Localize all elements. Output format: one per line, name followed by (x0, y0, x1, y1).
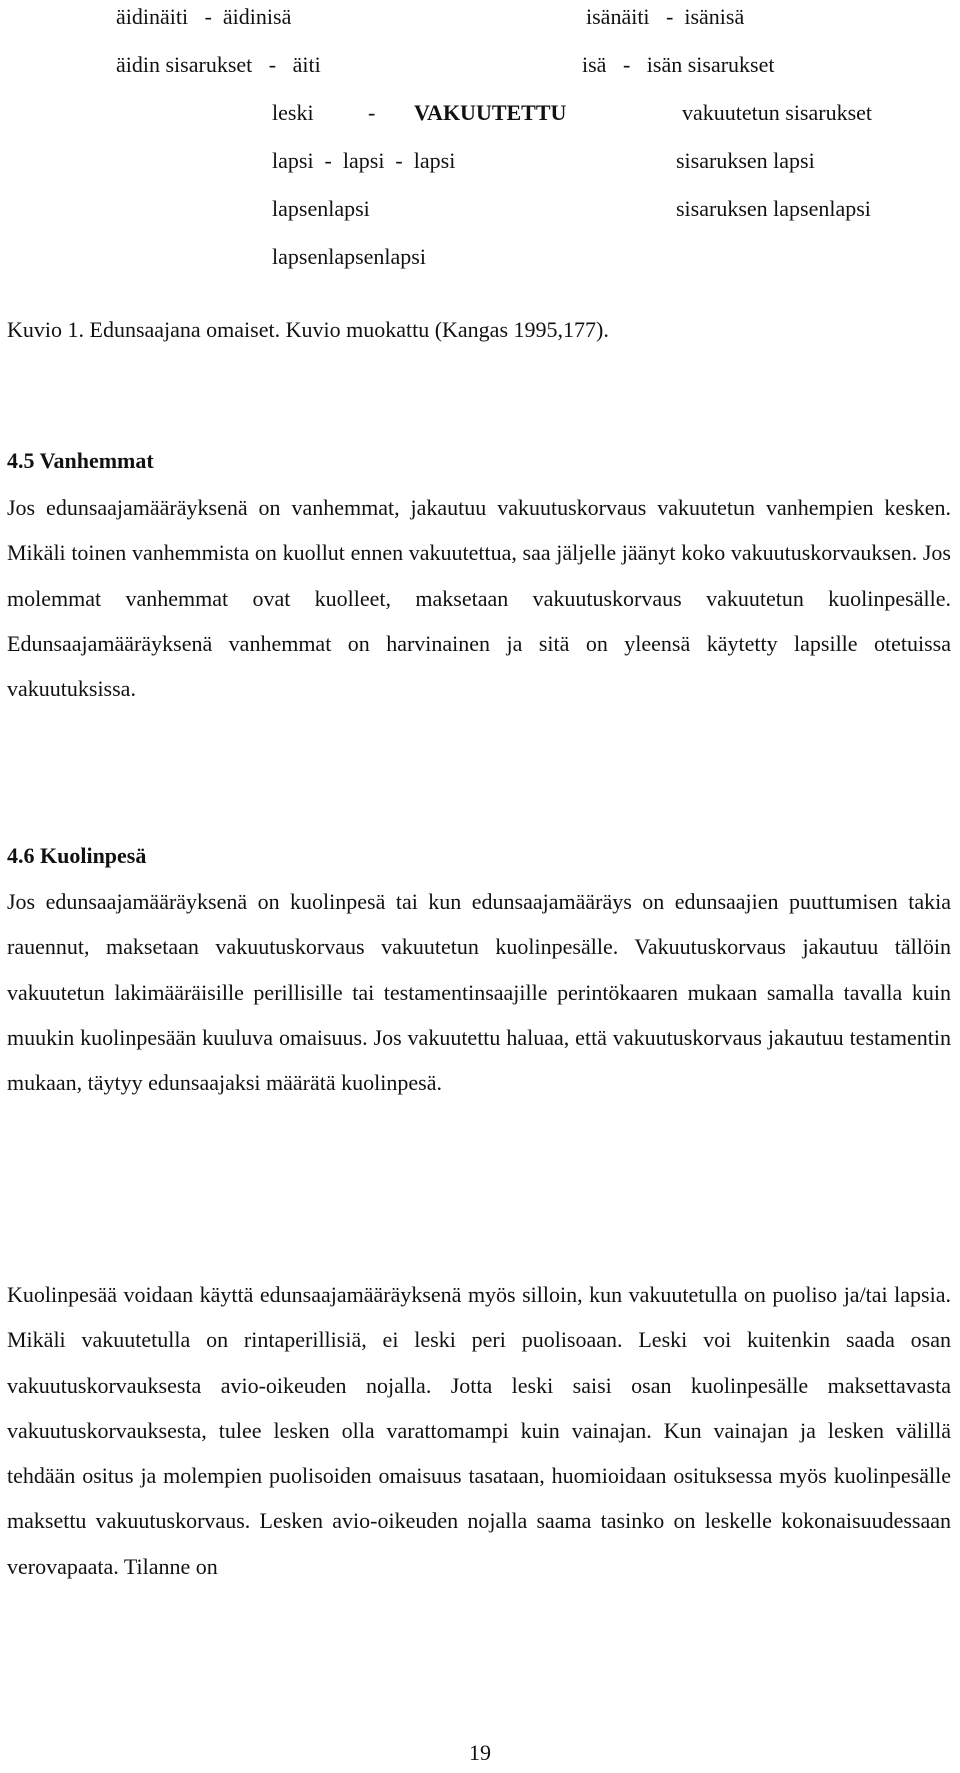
paragraph-vanhemmat: Jos edunsaajamääräyksenä on vanhemmat, jakautuu vakuutuskorvaus vakuutetun vanhempien kesken. Mikäli toinen vanhemmista on kuollut ennen vakuutettua, saa jäljelle jäänyt koko vakuutuskorvauksen. Jos molemmat vanhemmat ovat kuolleet, maksetaan vakuutuskorvaus vakuutetun kuolinpesälle. Edunsaajamääräyksenä vanhemmat on harvinainen ja sitä on yleensä käytetty lapsille otetuissa vakuutuksissa. (7, 495, 951, 702)
diagram-great-grandchild: lapsenlapsenlapsi (272, 244, 426, 269)
diagram-children: lapsi - lapsi - lapsi (272, 148, 456, 173)
diagram-father-siblings: isä - isän sisarukset (582, 52, 775, 77)
diagram-sibling-child: sisaruksen lapsi (676, 148, 815, 173)
paragraph-kuolinpesa-2: Kuolinpesää voidaan käyttä edunsaajamääräyksenä myös silloin, kun vakuutetulla on puoliso ja/tai lapsia. Mikäli vakuutetulla on rintaperillisiä, ei leski peri puolisoaan. Leski voi kuitenkin saada osan vakuutuskorvauksesta avio-oikeuden nojalla. Jotta leski saisi osan kuolinpesälle maksettavasta vakuutuskorvauksesta, tulee lesken olla varattomampi kuin vainajan. Kun vainajan ja lesken välillä tehdään ositus ja molempien puolisoiden omaisuus tasataan, huomioidaan osituksessa myös kuolinpesälle maksettu vakuutuskorvaus. Lesken avio-oikeuden nojalla saama tasinko on leskelle kokonaisuudessaan verovapaata. Tilanne on (7, 1282, 951, 1579)
figure-caption: Kuvio 1. Edunsaajana omaiset. Kuvio muokattu (Kangas 1995,177). (7, 317, 609, 342)
diagram-insured-siblings: vakuutetun sisarukset (682, 100, 873, 125)
diagram-fathers-parents: isänäiti - isänisä (586, 4, 745, 29)
family-diagram (0, 0, 960, 290)
diagram-mother-siblings: äidin sisarukset - äiti (116, 52, 321, 77)
diagram-mothers-parents: äidinäiti - äidinisä (116, 4, 292, 29)
diagram-grandchild: lapsenlapsi (272, 196, 370, 221)
paragraph-kuolinpesa-1: Jos edunsaajamääräyksenä on kuolinpesä tai kun edunsaajamääräys on edunsaajien puuttumisen takia rauennut, maksetaan vakuutuskorvaus vakuutetun kuolinpesälle. Vakuutuskorvaus jakautuu tällöin vakuutetun lakimääräisille perillisille tai testamentinsaajille perintökaaren mukaan samalla tavalla kuin muukin kuolinpesään kuuluva omaisuus. Jos vakuutettu haluaa, että vakuutuskorvaus jakautuu testamentin mukaan, täytyy edunsaajaksi määrätä kuolinpesä. (7, 889, 951, 1096)
section-heading-kuolinpesa: 4.6 Kuolinpesä (7, 843, 147, 868)
diagram-dash: - (368, 100, 376, 125)
diagram-sibling-grandchild: sisaruksen lapsenlapsi (676, 196, 871, 221)
page-number: 19 (469, 1740, 491, 1765)
diagram-widow: leski (272, 100, 314, 125)
section-heading-vanhemmat: 4.5 Vanhemmat (7, 448, 154, 473)
diagram-insured: VAKUUTETTU (414, 100, 567, 125)
